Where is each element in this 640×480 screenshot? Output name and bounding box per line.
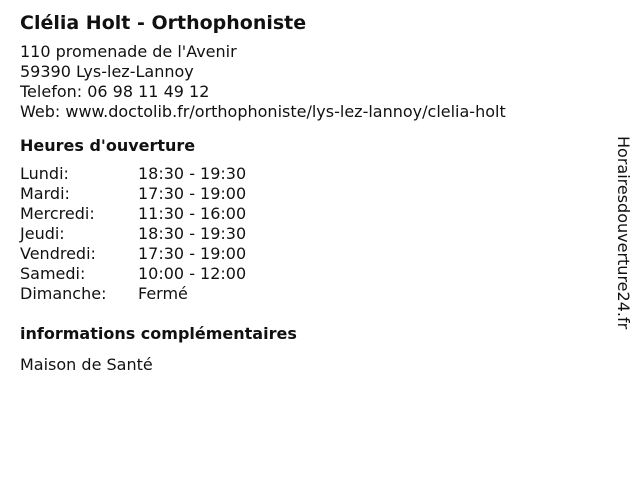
phone-line: Telefon: 06 98 11 49 12 [20,82,210,101]
hours-list [20,164,600,304]
hours-time: 17:30 - 19:00 [138,244,247,263]
hours-row [20,164,600,184]
hours-time: 18:30 - 19:30 [138,224,247,243]
hours-row [20,224,600,244]
hours-day: Vendredi: [20,244,96,263]
hours-row [20,204,600,224]
hours-day: Mercredi: [20,204,95,223]
business-card [20,10,600,375]
hours-row [20,184,600,204]
hours-day: Lundi: [20,164,69,183]
hours-time: 17:30 - 19:00 [138,184,247,203]
hours-time: Fermé [138,284,188,303]
hours-heading: Heures d'ouverture [20,136,196,155]
hours-row [20,284,600,304]
hours-day: Dimanche: [20,284,107,303]
address-city: 59390 Lys-lez-Lannoy [20,62,194,81]
hours-time: 10:00 - 12:00 [138,264,247,283]
hours-row [20,244,600,264]
hours-day: Samedi: [20,264,86,283]
hours-row [20,264,600,284]
info-text: Maison de Santé [20,355,153,374]
page-title: Clélia Holt - Orthophoniste [20,12,307,34]
hours-day: Jeudi: [20,224,65,243]
hours-day: Mardi: [20,184,70,203]
hours-time: 11:30 - 16:00 [138,204,247,223]
side-brand-text: Horairesdouverture24.fr [614,136,633,330]
info-heading: informations complémentaires [20,324,297,343]
address-street: 110 promenade de l'Avenir [20,42,237,61]
hours-time: 18:30 - 19:30 [138,164,247,183]
address-block [20,42,600,122]
web-line: Web: www.doctolib.fr/orthophoniste/lys-lez-lannoy/clelia-holt [20,102,506,121]
